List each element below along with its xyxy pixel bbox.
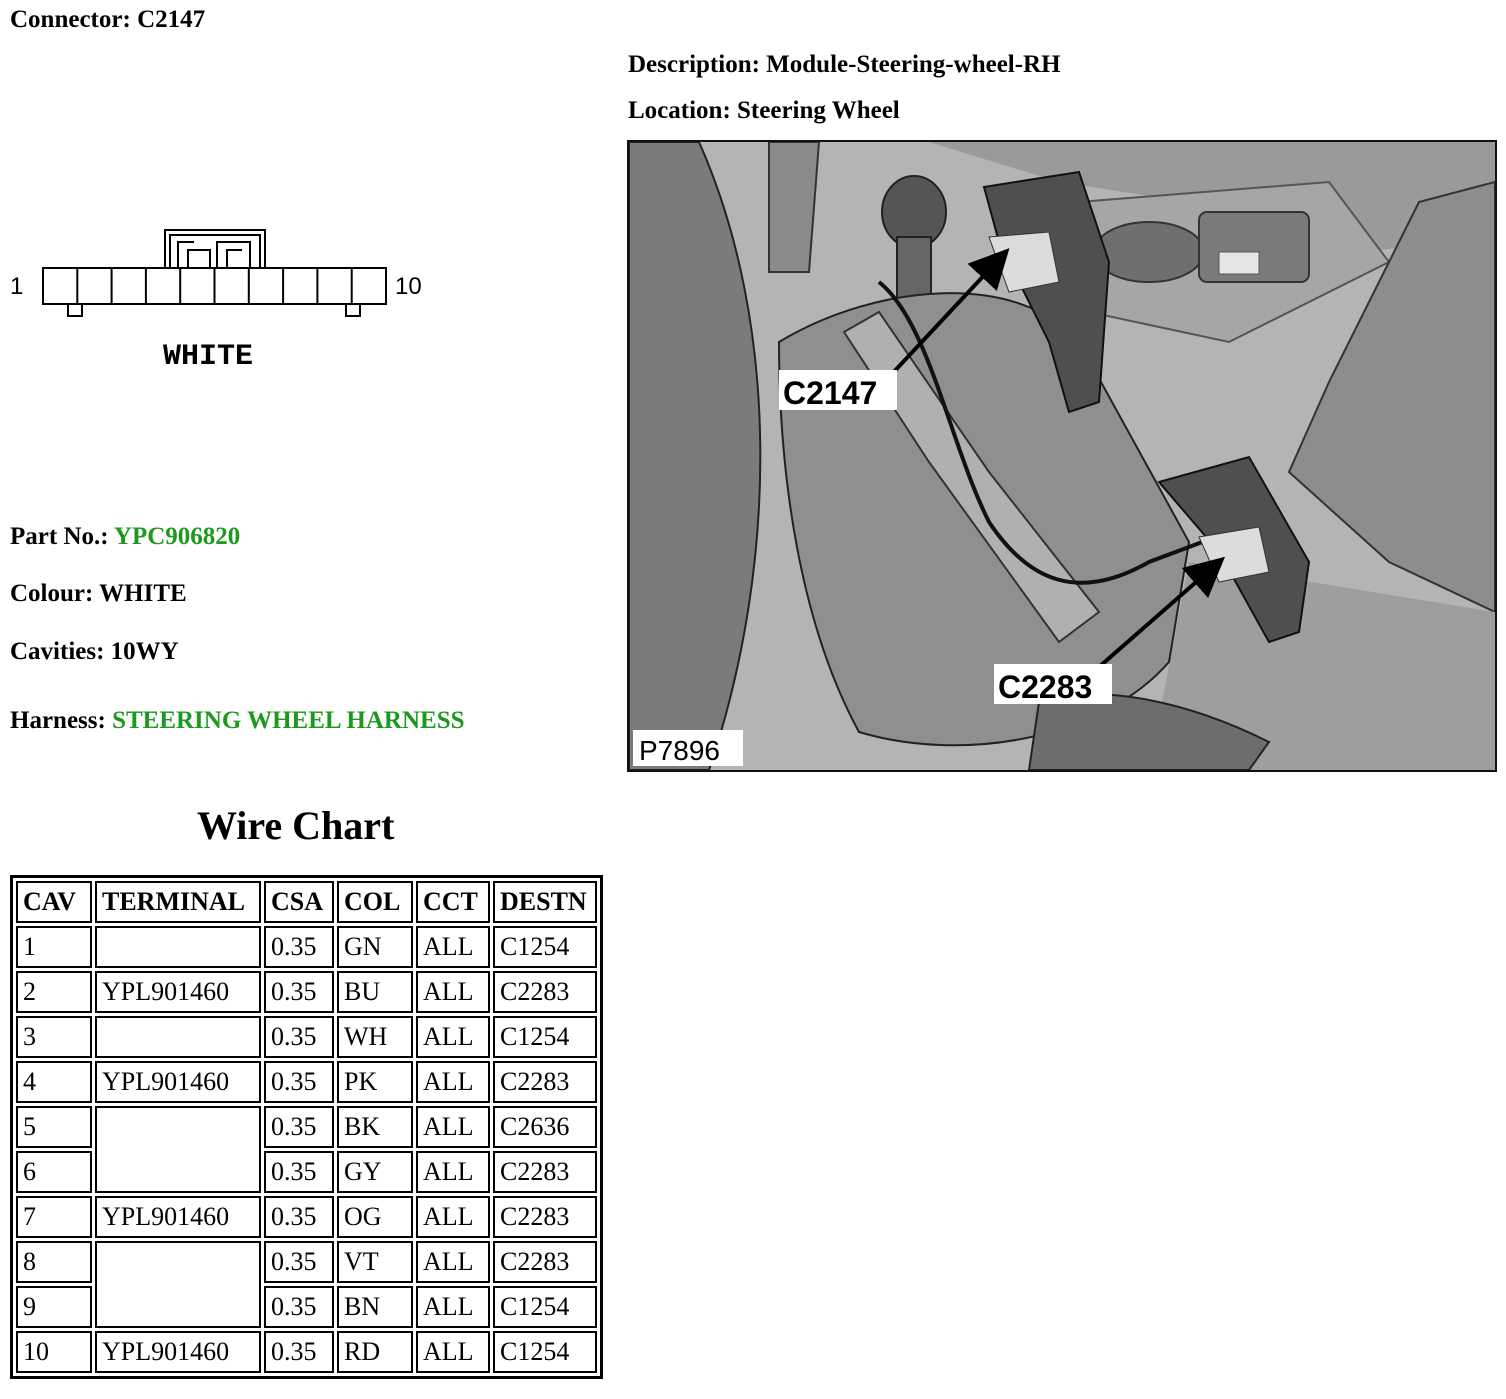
cell-cct: ALL [416, 1106, 490, 1148]
cell-cav: 1 [16, 926, 92, 968]
cell-cct: ALL [416, 1196, 490, 1238]
cell-destn: C2283 [493, 1061, 597, 1103]
table-row [16, 1106, 597, 1148]
cell-csa: 0.35 [264, 1106, 334, 1148]
part-no-line [10, 522, 240, 552]
cell-cct: ALL [416, 1061, 490, 1103]
cell-terminal: YPL901460 [95, 1061, 261, 1103]
cell-destn: C1254 [493, 1331, 597, 1373]
pin-label-first: 1 [10, 273, 24, 300]
figure-id: P7896 [639, 735, 720, 766]
cell-terminal [95, 1241, 261, 1328]
table-row [16, 926, 597, 968]
wire-chart-header-row [16, 881, 597, 923]
cell-destn: C2636 [493, 1106, 597, 1148]
location-photo [627, 140, 1497, 772]
cell-destn: C1254 [493, 926, 597, 968]
cell-csa: 0.35 [264, 1151, 334, 1193]
foot-right [346, 304, 360, 316]
cell-terminal [95, 1016, 261, 1058]
cell-cav: 6 [16, 1151, 92, 1193]
cell-csa: 0.35 [264, 1331, 334, 1373]
cell-destn: C2283 [493, 1196, 597, 1238]
part-no-link[interactable]: YPC906820 [113, 523, 241, 550]
description-value: Module-Steering-wheel-RH [766, 51, 1061, 78]
cell-col: BK [337, 1106, 413, 1148]
cell-csa: 0.35 [264, 1016, 334, 1058]
cell-col: GY [337, 1151, 413, 1193]
wire-chart-table [10, 875, 603, 1379]
cell-col: VT [337, 1241, 413, 1283]
cell-terminal: YPL901460 [95, 971, 261, 1013]
cell-csa: 0.35 [264, 971, 334, 1013]
connector-label: Connector: [10, 6, 131, 33]
cavities-line [10, 637, 179, 667]
col-header-destn: DESTN [493, 881, 597, 923]
connector-diagram [10, 222, 440, 382]
callout-c2283: C2283 [998, 669, 1093, 705]
latch-shape [165, 230, 265, 268]
diagram-color-label: WHITE [163, 340, 254, 374]
description-line [628, 50, 1061, 80]
connector-value: C2147 [137, 6, 206, 33]
cell-destn: C2283 [493, 971, 597, 1013]
cell-cct: ALL [416, 1241, 490, 1283]
cell-cct: ALL [416, 1331, 490, 1373]
col-header-col: COL [337, 881, 413, 923]
table-row [16, 1331, 597, 1373]
cell-cav: 8 [16, 1241, 92, 1283]
cell-col: RD [337, 1331, 413, 1373]
cell-cav: 5 [16, 1106, 92, 1148]
cell-csa: 0.35 [264, 1286, 334, 1328]
cell-cav: 2 [16, 971, 92, 1013]
cell-cct: ALL [416, 926, 490, 968]
table-row [16, 1241, 597, 1283]
colour-label: Colour: [10, 580, 94, 607]
cell-col: OG [337, 1196, 413, 1238]
cell-destn: C2283 [493, 1151, 597, 1193]
pin-label-last: 10 [395, 273, 422, 300]
cell-col: PK [337, 1061, 413, 1103]
cell-col: GN [337, 926, 413, 968]
location-illustration [629, 142, 1495, 770]
cell-csa: 0.35 [264, 1061, 334, 1103]
colour-line [10, 579, 187, 609]
wire-chart-title: Wire Chart [197, 803, 395, 848]
connector-line [10, 5, 205, 35]
location-label: Location: [628, 97, 731, 124]
location-line [628, 96, 900, 126]
colour-value: WHITE [99, 580, 187, 607]
cell-cav: 9 [16, 1286, 92, 1328]
col-header-csa: CSA [264, 881, 334, 923]
table-row [16, 1016, 597, 1058]
cell-col: BU [337, 971, 413, 1013]
cell-terminal [95, 1106, 261, 1193]
harness-link[interactable]: STEERING WHEEL HARNESS [112, 707, 465, 734]
cell-csa: 0.35 [264, 1196, 334, 1238]
cavities-value: 10WY [110, 638, 179, 665]
cell-cct: ALL [416, 1016, 490, 1058]
table-row [16, 971, 597, 1013]
table-row [16, 1196, 597, 1238]
col-header-terminal: TERMINAL [95, 881, 261, 923]
harness-line [10, 706, 465, 736]
cell-destn: C1254 [493, 1016, 597, 1058]
cell-col: BN [337, 1286, 413, 1328]
cell-terminal: YPL901460 [95, 1196, 261, 1238]
cell-terminal [95, 926, 261, 968]
foot-left [68, 304, 82, 316]
cell-cav: 4 [16, 1061, 92, 1103]
cell-col: WH [337, 1016, 413, 1058]
description-label: Description: [628, 51, 760, 78]
cell-cav: 10 [16, 1331, 92, 1373]
table-row [16, 1061, 597, 1103]
cell-cct: ALL [416, 1151, 490, 1193]
cell-cav: 3 [16, 1016, 92, 1058]
harness-label: Harness: [10, 707, 106, 734]
cavities-label: Cavities: [10, 638, 105, 665]
cell-terminal: YPL901460 [95, 1331, 261, 1373]
location-value: Steering Wheel [737, 97, 900, 124]
cell-csa: 0.35 [264, 926, 334, 968]
col-header-cav: CAV [16, 881, 92, 923]
cell-destn: C1254 [493, 1286, 597, 1328]
col-header-cct: CCT [416, 881, 490, 923]
cell-cct: ALL [416, 971, 490, 1013]
cell-destn: C2283 [493, 1241, 597, 1283]
cell-cct: ALL [416, 1286, 490, 1328]
part-no-label: Part No.: [10, 523, 109, 550]
callout-c2147: C2147 [783, 375, 878, 411]
cell-cav: 7 [16, 1196, 92, 1238]
cell-csa: 0.35 [264, 1241, 334, 1283]
